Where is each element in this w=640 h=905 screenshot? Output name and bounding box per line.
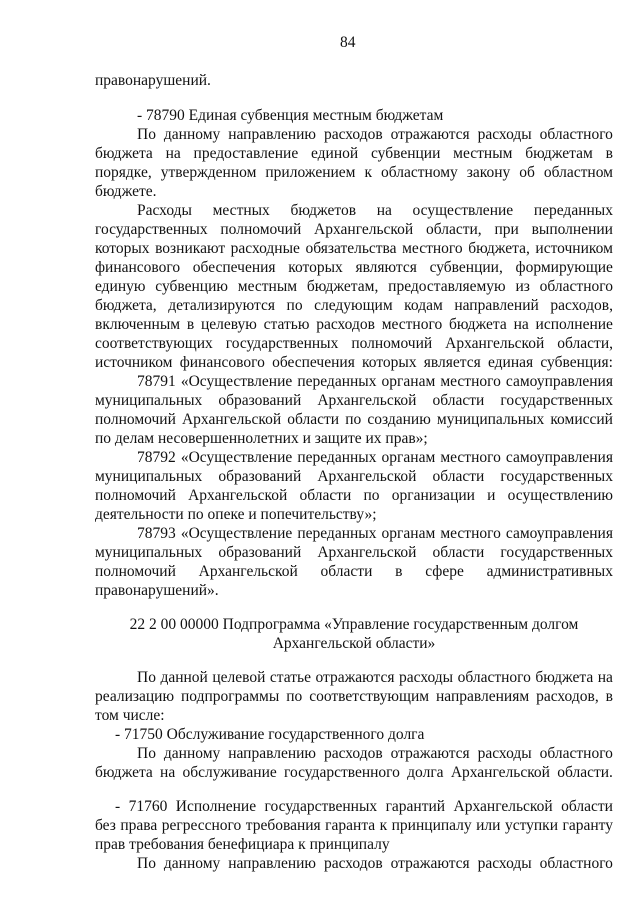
text-line: государственных полномочий Архангельской области, при выполнении: [95, 221, 613, 238]
text-line: Архангельской области»: [272, 635, 436, 652]
text-line: - 78790 Единая субвенция местным бюджетам: [137, 107, 444, 124]
text-line: которых возникают расходные обязательства местного бюджета, источником: [95, 240, 613, 257]
text-line: Расходы местных бюджетов на осуществление переданных: [137, 202, 613, 219]
text-line: муниципальных образований Архангельской области государственных: [95, 392, 613, 409]
text-line: по делам несовершеннолетних и защите их прав»;: [95, 430, 428, 447]
text-line: без права регрессного требования гаранта к принципалу или уступки гаранту: [95, 817, 613, 834]
text-line: включенным в целевую статью расходов местного бюджета на исполнение: [95, 316, 613, 333]
text-line: - 71750 Обслуживание государственного долга: [115, 726, 425, 743]
text-line: По данному направлению расходов отражаются расходы областного: [137, 126, 613, 143]
text-line: полномочий Архангельской области по созданию муниципальных комиссий: [95, 411, 613, 428]
text-line: По данной целевой статье отражаются расходы областного бюджета на: [137, 669, 613, 686]
text-line: бюджета на обслуживание государственного долга Архангельской области.: [95, 764, 613, 781]
text-line: полномочий Архангельской области в сфере административных: [95, 563, 613, 580]
page-number: 84: [340, 34, 356, 51]
text-line: единую субвенцию местным бюджетам, предоставляемую из областного: [95, 278, 613, 295]
text-line: прав требования бенефициара к принципалу: [95, 836, 390, 853]
text-line: муниципальных образований Архангельской области государственных: [95, 544, 613, 561]
text-line: По данному направлению расходов отражаются расходы областного: [137, 855, 613, 872]
text-line: 78791 «Осуществление переданных органам местного самоуправления: [137, 373, 613, 390]
text-line: бюджета, детализируются по следующим кодам направлений расходов,: [95, 297, 613, 314]
text-line: полномочий Архангельской области по организации и осуществлению: [95, 487, 613, 504]
text-line: бюджете.: [95, 183, 157, 200]
text-line: деятельности по опеке и попечительству»;: [95, 506, 377, 523]
text-line: - 71760 Исполнение государственных гарантий Архангельской области: [115, 798, 613, 815]
text-line: реализацию подпрограммы по соответствующим направлениям расходов, в: [95, 688, 613, 705]
text-line: бюджета на предоставление единой субвенции местным бюджетам в: [95, 145, 613, 162]
text-line: порядке, утвержденном приложением к областному закону об областном: [95, 164, 613, 181]
text-line: По данному направлению расходов отражаются расходы областного: [137, 745, 613, 762]
text-line: 78793 «Осуществление переданных органам местного самоуправления: [137, 525, 613, 542]
text-line: правонарушений.: [95, 72, 211, 89]
text-line: правонарушений».: [95, 582, 219, 599]
text-line: финансового обеспечения которых являются субвенции, формирующие: [95, 259, 613, 276]
text-line: 22 2 00 00000 Подпрограмма «Управление государственным долгом: [129, 616, 579, 633]
text-line: том числе:: [95, 707, 165, 724]
text-line: источником финансового обеспечения которых является единая субвенция:: [95, 354, 613, 371]
text-line: 78792 «Осуществление переданных органам местного самоуправления: [137, 449, 613, 466]
text-line: муниципальных образований Архангельской области государственных: [95, 468, 613, 485]
text-line: соответствующих государственных полномочий Архангельской области,: [95, 335, 613, 352]
